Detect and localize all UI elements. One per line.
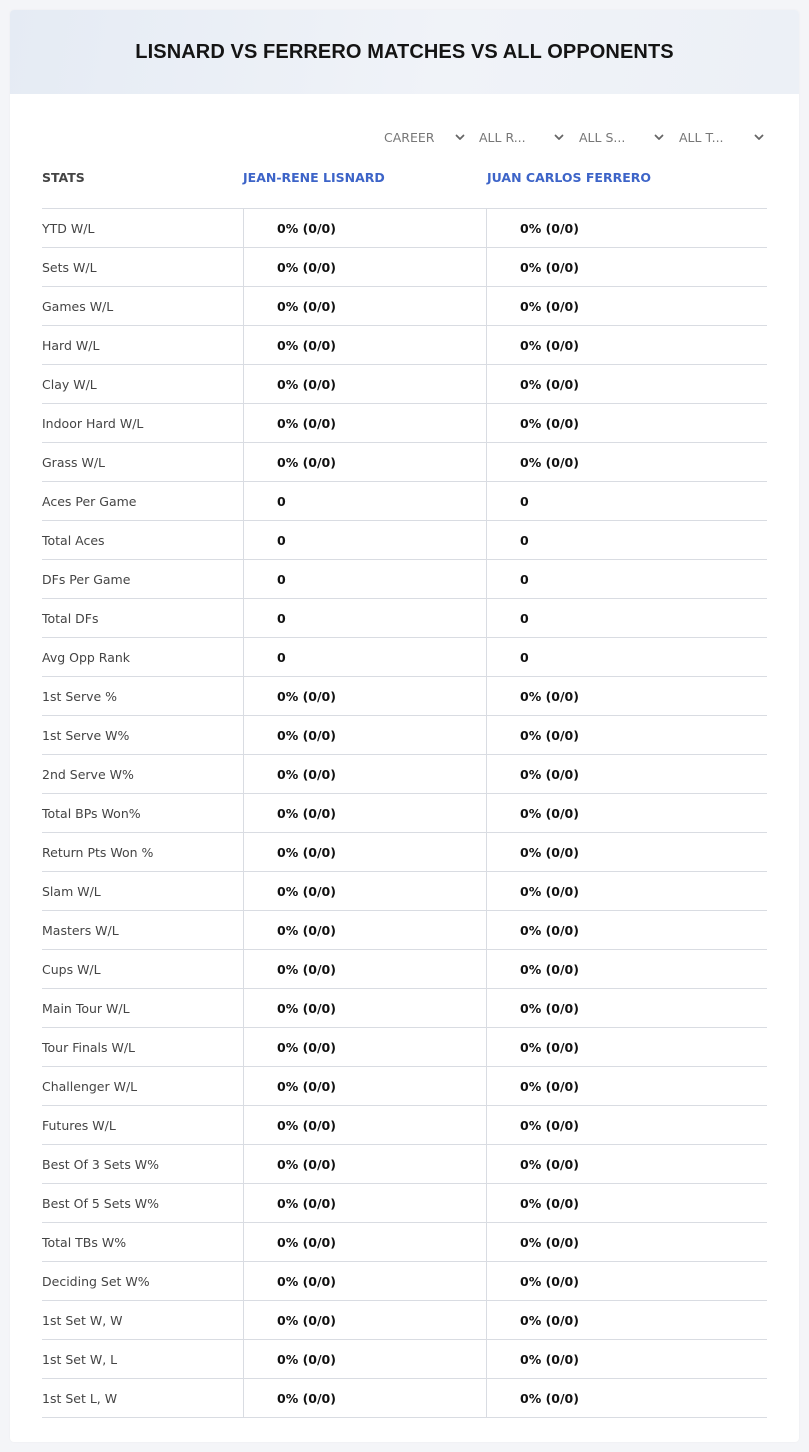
table-row (42, 794, 767, 833)
player2-value: 0 (486, 560, 767, 598)
stat-label: Tour Finals W/L (42, 1039, 136, 1055)
filter-label: CAREER (384, 129, 435, 145)
table-row (42, 521, 767, 560)
player1-value: 0% (0/0) (243, 404, 486, 442)
player2-value: 0% (0/0) (486, 1301, 767, 1339)
player2-value: 0 (486, 638, 767, 676)
table-row (42, 872, 767, 911)
player1-value: 0 (243, 599, 486, 637)
table-row (42, 560, 767, 599)
player1-value: 0% (0/0) (243, 950, 486, 988)
table-row (42, 1145, 767, 1184)
stats-column-header: STATS (42, 170, 85, 185)
player1-value: 0% (0/0) (243, 1067, 486, 1105)
player1-value: 0% (0/0) (243, 755, 486, 793)
player1-value: 0% (0/0) (243, 1223, 486, 1261)
stat-label: Aces Per Game (42, 493, 137, 509)
player1-value: 0% (0/0) (243, 872, 486, 910)
page-title: LISNARD VS FERRERO MATCHES VS ALL OPPONENTS (135, 40, 674, 63)
stat-label: Clay W/L (42, 376, 97, 392)
table-row (42, 443, 767, 482)
player1-value: 0% (0/0) (243, 1145, 486, 1183)
player1-value: 0 (243, 482, 486, 520)
stat-label: Challenger W/L (42, 1078, 138, 1094)
stat-label: 1st Set L, W (42, 1390, 118, 1406)
filter-label: ALL S... (579, 129, 626, 145)
table-row (42, 1184, 767, 1223)
table-row (42, 287, 767, 326)
stat-label: Sets W/L (42, 259, 97, 275)
filter-surface-select[interactable] (579, 127, 666, 147)
table-row (42, 1262, 767, 1301)
stat-label: DFs Per Game (42, 571, 131, 587)
player2-value: 0% (0/0) (486, 833, 767, 871)
stat-label: Best Of 5 Sets W% (42, 1195, 160, 1211)
player1-value: 0% (0/0) (243, 365, 486, 403)
stat-label: 1st Set W, W (42, 1312, 123, 1328)
stat-label: Futures W/L (42, 1117, 116, 1133)
player1-value: 0% (0/0) (243, 677, 486, 715)
player1-value: 0% (0/0) (243, 716, 486, 754)
player1-value: 0% (0/0) (243, 1379, 486, 1417)
stat-label: Best Of 3 Sets W% (42, 1156, 160, 1172)
player1-value: 0% (0/0) (243, 1262, 486, 1300)
stats-card (10, 10, 799, 1442)
player1-value: 0% (0/0) (243, 833, 486, 871)
player1-value: 0% (0/0) (243, 911, 486, 949)
chevron-down-icon (753, 131, 765, 143)
stat-label: Grass W/L (42, 454, 106, 470)
stat-label: 1st Serve W% (42, 727, 130, 743)
table-row (42, 404, 767, 443)
player1-value: 0 (243, 638, 486, 676)
player1-value: 0% (0/0) (243, 794, 486, 832)
stat-label: Total Aces (42, 532, 105, 548)
stat-label: Main Tour W/L (42, 1000, 130, 1016)
chevron-down-icon (553, 131, 565, 143)
stat-label: 2nd Serve W% (42, 766, 134, 782)
player1-value: 0% (0/0) (243, 443, 486, 481)
stat-label: Total DFs (42, 610, 99, 626)
filter-period-select[interactable] (384, 127, 466, 147)
table-header (42, 170, 767, 190)
stats-table (42, 208, 767, 1418)
stat-label: 1st Serve % (42, 688, 118, 704)
stat-label: Total TBs W% (42, 1234, 127, 1250)
player2-value: 0% (0/0) (486, 1067, 767, 1105)
stat-label: Indoor Hard W/L (42, 415, 144, 431)
filter-tournament-select[interactable] (679, 127, 766, 147)
player2-value: 0% (0/0) (486, 1223, 767, 1261)
player1-value: 0% (0/0) (243, 326, 486, 364)
stat-label: Slam W/L (42, 883, 101, 899)
player1-value: 0% (0/0) (243, 989, 486, 1027)
stat-label: Games W/L (42, 298, 114, 314)
filter-label: ALL T... (679, 129, 724, 145)
player1-value: 0% (0/0) (243, 287, 486, 325)
table-row (42, 638, 767, 677)
filter-round-select[interactable] (479, 127, 566, 147)
player2-value: 0% (0/0) (486, 950, 767, 988)
player1-value: 0% (0/0) (243, 1340, 486, 1378)
player2-value: 0% (0/0) (486, 1184, 767, 1222)
player2-value: 0% (0/0) (486, 404, 767, 442)
stat-label: YTD W/L (42, 220, 95, 236)
filter-bar (10, 127, 799, 147)
stat-label: Hard W/L (42, 337, 100, 353)
stat-label: Return Pts Won % (42, 844, 154, 860)
player2-value: 0% (0/0) (486, 1106, 767, 1144)
player2-value: 0% (0/0) (486, 1340, 767, 1378)
player2-value: 0% (0/0) (486, 1145, 767, 1183)
player2-value: 0% (0/0) (486, 911, 767, 949)
stat-label: Cups W/L (42, 961, 101, 977)
player1-link[interactable]: JEAN-RENE LISNARD (243, 170, 385, 185)
table-row (42, 1223, 767, 1262)
chevron-down-icon (653, 131, 665, 143)
player2-value: 0% (0/0) (486, 716, 767, 754)
table-row (42, 755, 767, 794)
player2-value: 0% (0/0) (486, 209, 767, 247)
table-row (42, 482, 767, 521)
stat-label: Avg Opp Rank (42, 649, 131, 665)
table-row (42, 1301, 767, 1340)
table-row (42, 677, 767, 716)
player1-value: 0% (0/0) (243, 248, 486, 286)
table-row (42, 1106, 767, 1145)
table-row (42, 1028, 767, 1067)
player2-value: 0% (0/0) (486, 326, 767, 364)
stat-label: Total BPs Won% (42, 805, 141, 821)
player1-value: 0% (0/0) (243, 1106, 486, 1144)
player1-value: 0 (243, 521, 486, 559)
player1-value: 0% (0/0) (243, 1184, 486, 1222)
player2-value: 0% (0/0) (486, 677, 767, 715)
card-header (10, 10, 799, 94)
player2-value: 0 (486, 599, 767, 637)
stat-label: Masters W/L (42, 922, 119, 938)
player2-value: 0% (0/0) (486, 989, 767, 1027)
player2-value: 0% (0/0) (486, 1379, 767, 1417)
stat-label: 1st Set W, L (42, 1351, 118, 1367)
player2-value: 0 (486, 482, 767, 520)
stat-label: Deciding Set W% (42, 1273, 150, 1289)
table-row (42, 716, 767, 755)
player2-value: 0% (0/0) (486, 365, 767, 403)
player2-value: 0 (486, 521, 767, 559)
table-row (42, 365, 767, 404)
player2-value: 0% (0/0) (486, 1262, 767, 1300)
player2-value: 0% (0/0) (486, 794, 767, 832)
table-row (42, 950, 767, 989)
table-row (42, 248, 767, 287)
player2-value: 0% (0/0) (486, 755, 767, 793)
player2-value: 0% (0/0) (486, 1028, 767, 1066)
table-row (42, 1067, 767, 1106)
player2-value: 0% (0/0) (486, 287, 767, 325)
player2-value: 0% (0/0) (486, 872, 767, 910)
table-row (42, 989, 767, 1028)
player1-value: 0 (243, 560, 486, 598)
table-row (42, 911, 767, 950)
player2-value: 0% (0/0) (486, 248, 767, 286)
table-row (42, 599, 767, 638)
player1-value: 0% (0/0) (243, 209, 486, 247)
table-row (42, 1379, 767, 1418)
player1-value: 0% (0/0) (243, 1028, 486, 1066)
chevron-down-icon (454, 131, 466, 143)
table-row (42, 209, 767, 248)
table-row (42, 1340, 767, 1379)
table-row (42, 833, 767, 872)
filter-label: ALL R... (479, 129, 526, 145)
player1-value: 0% (0/0) (243, 1301, 486, 1339)
player2-value: 0% (0/0) (486, 443, 767, 481)
player2-link[interactable]: JUAN CARLOS FERRERO (487, 170, 651, 185)
table-row (42, 326, 767, 365)
